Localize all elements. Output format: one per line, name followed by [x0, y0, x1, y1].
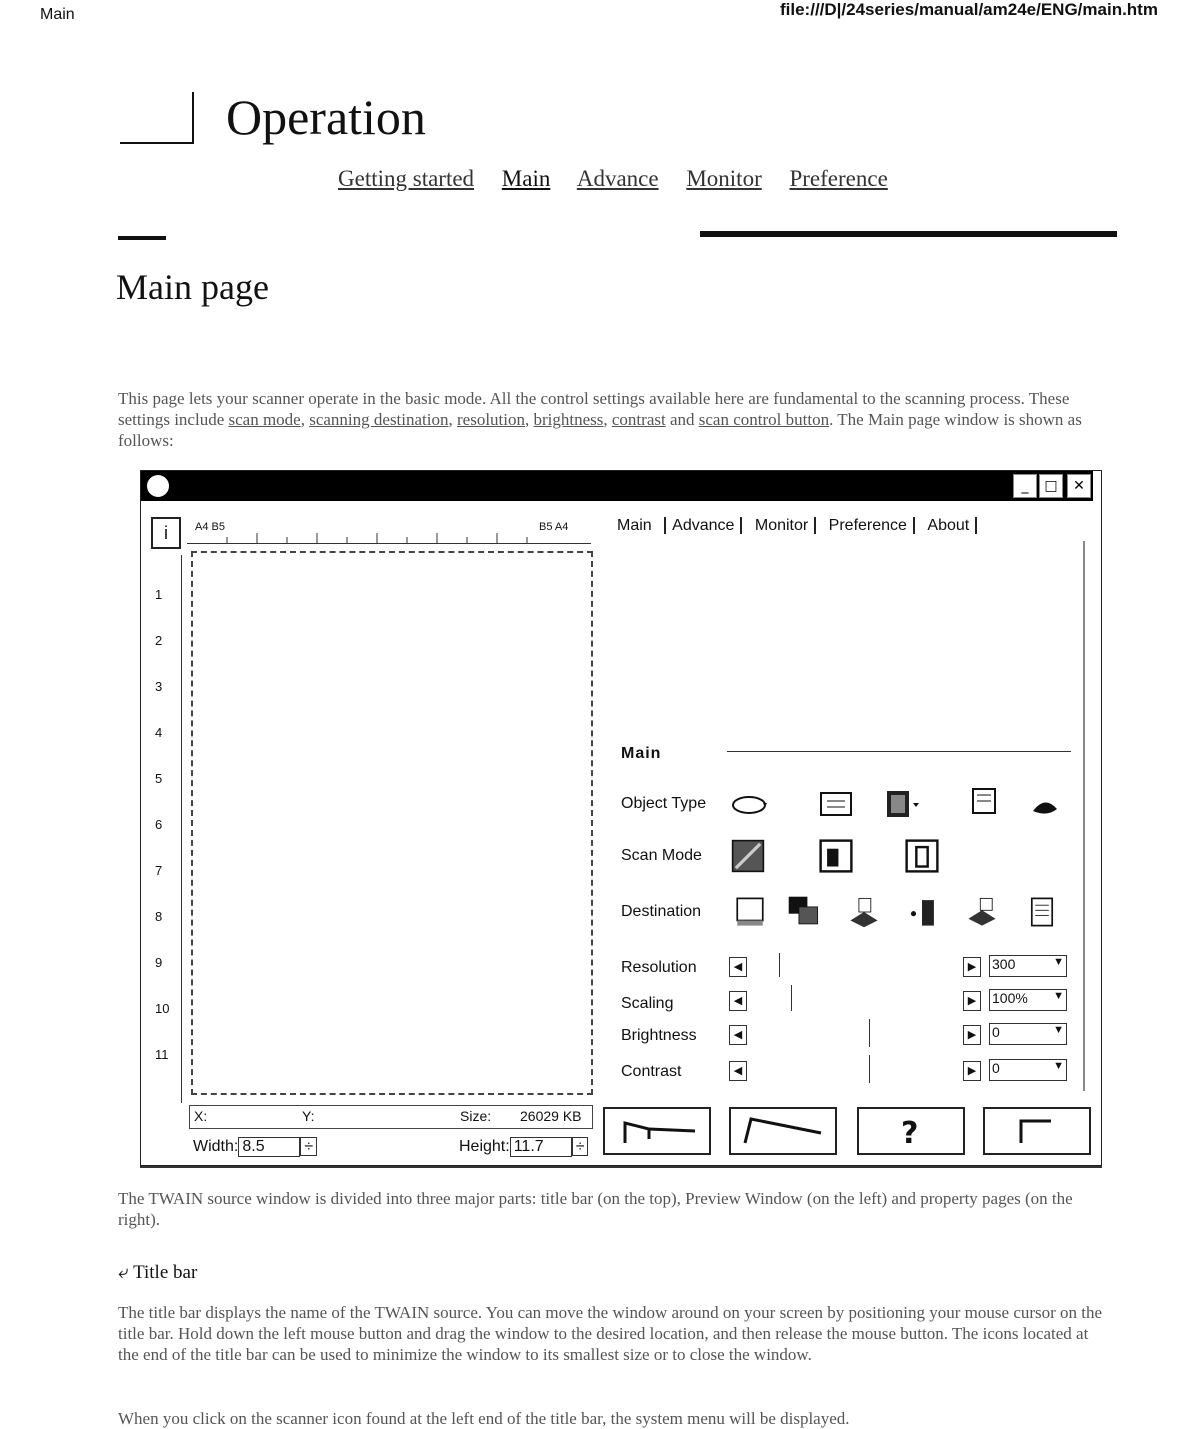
ocr-destination-icon[interactable]: [1023, 895, 1061, 929]
tab-preference[interactable]: Preference: [823, 517, 915, 534]
ruler-left-7: 7: [155, 863, 163, 878]
minimize-button[interactable]: _: [1013, 474, 1037, 498]
divider-left: [118, 236, 166, 240]
width-spinner[interactable]: ÷: [300, 1137, 317, 1156]
help-button[interactable]: [857, 1107, 965, 1155]
header-title: Main: [40, 6, 75, 23]
link-scan-control-button[interactable]: scan control button: [698, 410, 830, 429]
exit-button[interactable]: [983, 1107, 1091, 1155]
tab-about[interactable]: About: [921, 517, 977, 534]
link-resolution[interactable]: resolution: [457, 410, 525, 429]
nav-link-preference[interactable]: Preference: [789, 166, 888, 191]
panel-title-line: [727, 751, 1071, 752]
chevron-down-icon: ▼: [1053, 1060, 1064, 1072]
tab-advance[interactable]: Advance: [664, 517, 742, 534]
panel-title: Main: [621, 745, 662, 762]
scaling-select[interactable]: [989, 989, 1067, 1011]
flatbed-object-icon[interactable]: [731, 787, 769, 821]
scan-button[interactable]: [729, 1107, 837, 1155]
width-label: Width:: [193, 1138, 239, 1155]
ruler-left-3: 3: [155, 679, 163, 694]
fax-destination-icon[interactable]: [903, 895, 941, 929]
scanner-icon[interactable]: [147, 475, 169, 497]
scan-mode-label: Scan Mode: [621, 847, 702, 864]
link-scanning-destination[interactable]: scanning destination: [309, 410, 449, 429]
brightness-thumb[interactable]: [847, 1019, 870, 1047]
ruler-top: [187, 519, 591, 544]
destination-label: Destination: [621, 903, 702, 920]
ruler-left-8: 8: [155, 909, 163, 924]
info-button[interactable]: i: [151, 517, 181, 549]
nav-link-advance[interactable]: Advance: [576, 166, 659, 191]
scaling-value: 100%: [992, 990, 1028, 1006]
film-object-icon[interactable]: [883, 787, 921, 821]
link-brightness[interactable]: brightness: [533, 410, 604, 429]
ruler-left-1: 1: [155, 587, 163, 602]
width-control: [193, 1137, 317, 1157]
file-destination-icon[interactable]: [785, 895, 823, 929]
tab-monitor[interactable]: Monitor: [749, 517, 816, 534]
size-status-bar: [189, 1105, 593, 1129]
email-destination-icon[interactable]: [963, 895, 1001, 929]
section-nav: [338, 166, 910, 192]
width-field[interactable]: 8.5: [238, 1137, 300, 1157]
custom-object-icon[interactable]: [1027, 787, 1065, 821]
maximize-button[interactable]: □: [1039, 474, 1063, 498]
ruler-left-5: 5: [155, 771, 163, 786]
ruler-ticks: [187, 531, 591, 543]
printer-destination-icon[interactable]: [845, 895, 883, 929]
ruler-left-2: 2: [155, 633, 163, 648]
link-contrast[interactable]: contrast: [611, 410, 666, 429]
window-bottom-rule: [140, 1166, 1102, 1168]
chevron-down-icon: ▼: [1053, 956, 1064, 968]
title-bar-paragraph: The title bar displays the name of the TWAIN source. You can move the window around on your screen by positioning your mouse cursor on the title bar. Hold down the left mouse button and drag the window to the desired location, and then release the mouse button. The icons located at the end of the title bar can be used to minimize the window to its smallest size or to close the window.: [118, 1303, 1103, 1364]
close-button[interactable]: ✕: [1067, 474, 1091, 498]
scaling-right-arrow[interactable]: ▶: [963, 991, 981, 1011]
scaling-label: Scaling: [621, 995, 674, 1012]
ruler-left-11: 11: [155, 1047, 169, 1062]
section-title: Operation: [226, 89, 426, 145]
grayscale-mode-icon[interactable]: [817, 839, 855, 873]
ruler-left-9: 9: [155, 955, 163, 970]
arrow-bullet-icon: ⤶: [118, 1262, 129, 1283]
header-url: file:///D|/24series/manual/am24e/ENG/main.htm: [780, 0, 1158, 19]
height-label: Height:: [459, 1138, 510, 1155]
ruler-left: [153, 555, 182, 1103]
title-bar-heading: [118, 1262, 197, 1284]
chevron-down-icon: ▼: [1053, 990, 1064, 1002]
color-mode-icon[interactable]: [729, 839, 767, 873]
ruler-left-4: 4: [155, 725, 163, 740]
ruler-top-marks-right: B5 A4: [539, 521, 569, 533]
system-menu-paragraph: When you click on the scanner icon found at the left end of the title bar, the system menu will be displayed.: [118, 1409, 850, 1428]
contrast-label: Contrast: [621, 1063, 682, 1080]
after-window-paragraph: The TWAIN source window is divided into three major parts: title bar (on the top), Preview Window (on the left) and property pages (on the right).: [118, 1189, 1073, 1229]
object-type-label: Object Type: [621, 795, 707, 812]
bw-mode-icon[interactable]: [903, 839, 941, 873]
document-object-icon[interactable]: [817, 787, 855, 821]
resolution-select[interactable]: [989, 955, 1067, 977]
cursor-x-label: X:: [194, 1108, 208, 1124]
nav-link-main[interactable]: Main: [501, 166, 551, 191]
brightness-left-arrow[interactable]: ◀: [729, 1025, 747, 1045]
section-bracket: [120, 92, 194, 144]
preview-button[interactable]: [603, 1107, 711, 1155]
contrast-value: 0: [992, 1060, 1000, 1076]
height-control: [459, 1137, 588, 1157]
resolution-thumb[interactable]: [755, 953, 780, 977]
size-label: Size:: [460, 1108, 492, 1124]
page-title: Main page: [116, 267, 269, 307]
brightness-right-arrow[interactable]: ▶: [963, 1025, 981, 1045]
scaling-left-arrow[interactable]: ◀: [729, 991, 747, 1011]
chevron-down-icon: ▼: [1053, 1024, 1064, 1036]
ruler-left-10: 10: [155, 1001, 170, 1016]
link-scan-mode[interactable]: scan mode: [228, 410, 301, 429]
panel-divider: [1083, 541, 1085, 1091]
feeder-object-icon[interactable]: [965, 787, 1003, 821]
height-field[interactable]: 11.7: [510, 1137, 572, 1157]
ruler-left-6: 6: [155, 817, 163, 832]
height-spinner[interactable]: ÷: [572, 1137, 589, 1156]
title-bar[interactable]: [141, 471, 1093, 501]
brightness-label: Brightness: [621, 1027, 697, 1044]
nav-link-monitor[interactable]: Monitor: [686, 166, 762, 191]
size-value: 26029 KB: [520, 1108, 582, 1124]
intro-paragraph: This page lets your scanner operate in the basic mode. All the control settings available here are fundamental to the scanning process. These settings include scan mode, scanning destination, resolution, brightness, contrast and scan control button. The Main page window is shown as follows:: [118, 389, 1082, 450]
screen-destination-icon[interactable]: [731, 895, 769, 929]
contrast-right-arrow[interactable]: ▶: [963, 1061, 981, 1081]
scaling-thumb[interactable]: [755, 985, 792, 1011]
svg-text:?: ?: [901, 1116, 919, 1151]
resolution-left-arrow[interactable]: ◀: [729, 957, 747, 977]
title-bar-heading-text: Title bar: [133, 1262, 198, 1283]
ruler-top-marks-left: A4 B5: [195, 521, 225, 533]
preview-window[interactable]: [191, 551, 593, 1095]
tab-main[interactable]: Main: [617, 517, 652, 534]
brightness-value: 0: [992, 1024, 1000, 1040]
twain-window: [140, 470, 1102, 1166]
resolution-right-arrow[interactable]: ▶: [963, 957, 981, 977]
divider-right: [700, 231, 1117, 237]
resolution-value: 300: [992, 956, 1016, 972]
property-tabs: [611, 517, 979, 535]
resolution-label: Resolution: [621, 959, 697, 976]
contrast-left-arrow[interactable]: ◀: [729, 1061, 747, 1081]
contrast-select[interactable]: [989, 1059, 1067, 1081]
cursor-y-label: Y:: [302, 1108, 315, 1124]
nav-link-getting-started[interactable]: Getting started: [338, 166, 475, 191]
contrast-thumb[interactable]: [847, 1055, 870, 1083]
brightness-select[interactable]: [989, 1023, 1067, 1045]
